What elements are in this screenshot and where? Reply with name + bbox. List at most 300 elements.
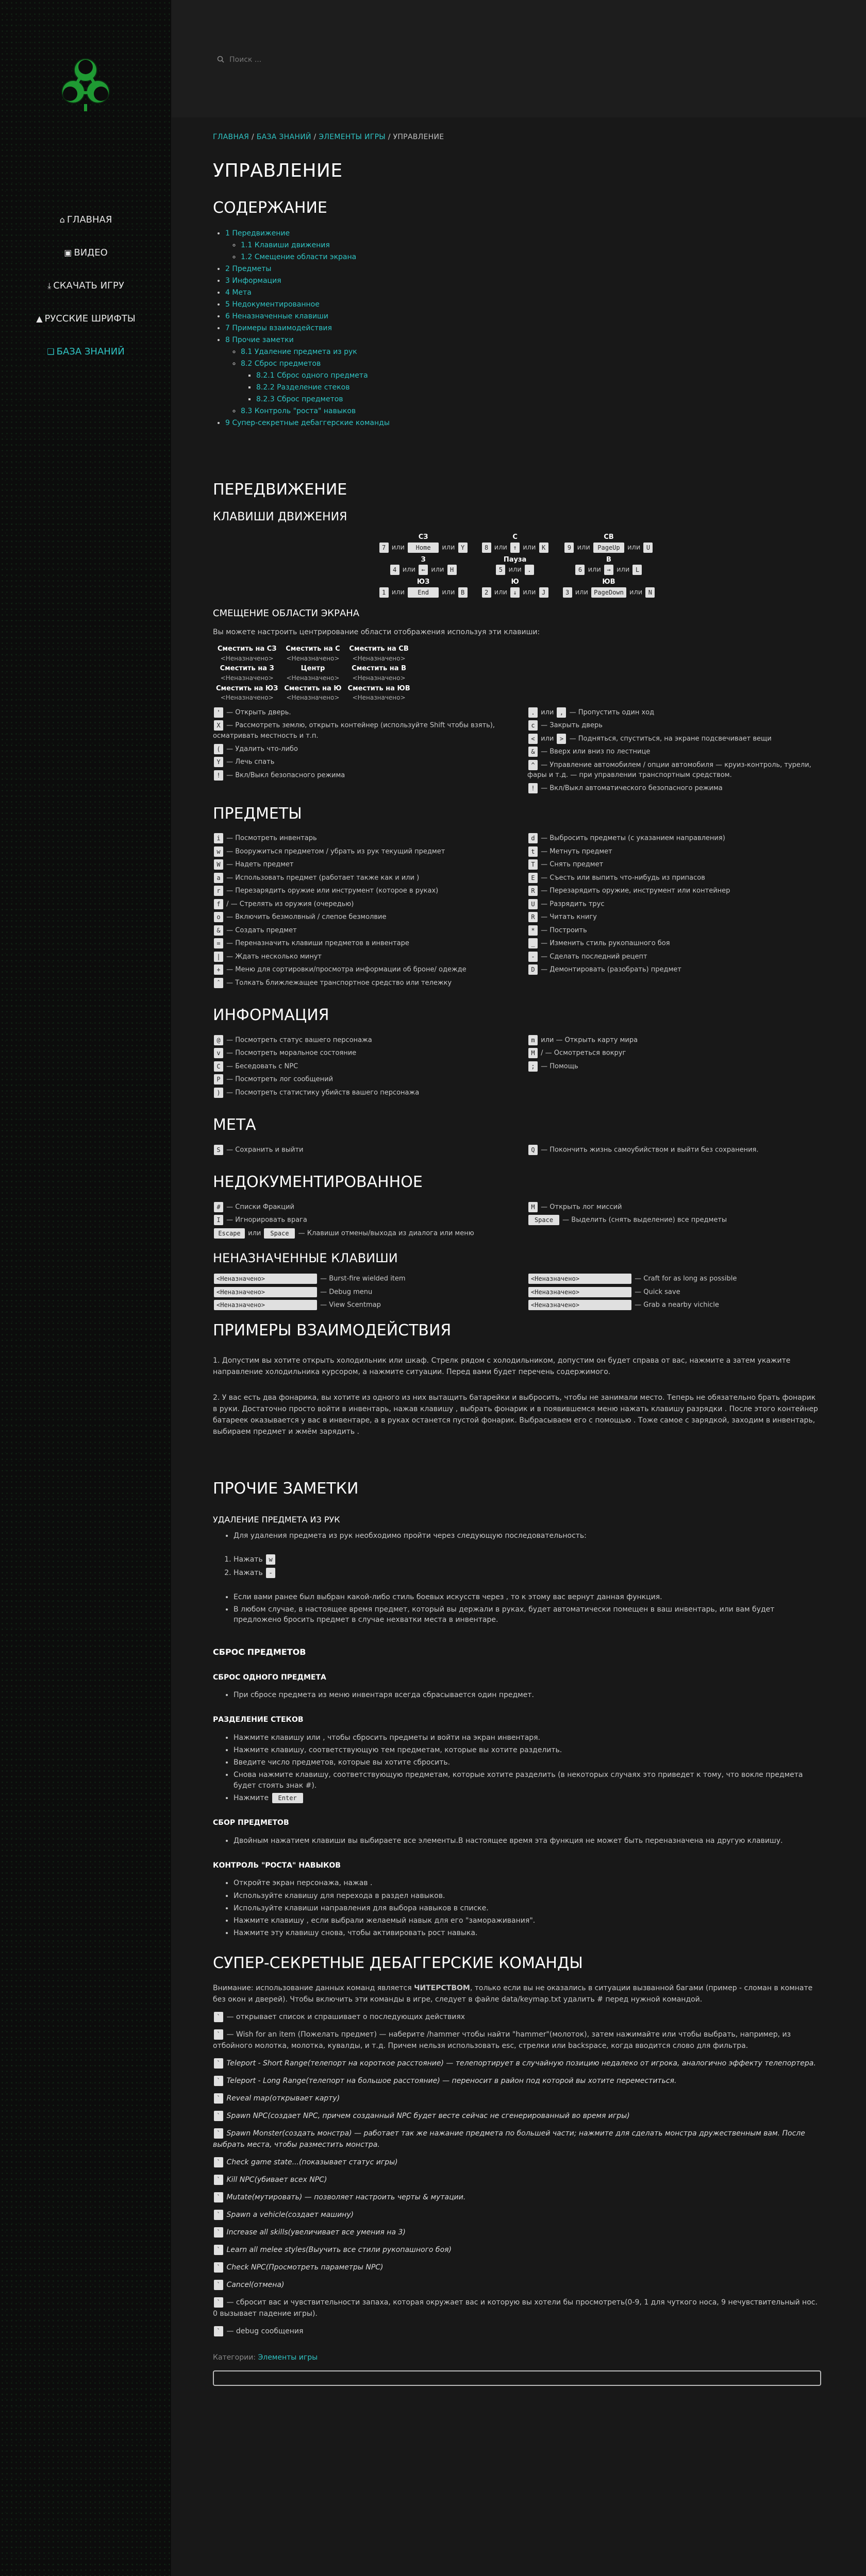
debug-list xyxy=(213,2011,821,2337)
unbound-item: <Неназначено> — Debug menu xyxy=(213,1287,507,1298)
action-item: w — Вооружиться предметом / убрать из рук текущий предмет xyxy=(213,846,507,857)
undoc-item xyxy=(213,1215,507,1226)
key-badge: 8 xyxy=(482,543,491,553)
key-badge: # xyxy=(214,1202,223,1212)
growth-item: • Нажмите эту клавишу снова, чтобы активировать рост навыка. xyxy=(234,1928,821,1938)
undoc-text: — Игнорировать врага xyxy=(226,1216,307,1224)
undoc-text: — Выделить (снять выделение) все предметы xyxy=(562,1216,727,1224)
toc-link[interactable]: 8 Прочие заметки xyxy=(225,335,294,344)
key-badge: Y xyxy=(214,757,223,767)
key-badge: <Неназначено> xyxy=(214,1274,317,1284)
action-item: ' — Открыть дверь. xyxy=(213,707,507,718)
action-item: ^ — Управление автомобилем / опции автомобиля — круиз-контроль, турели, фары и т.д. — при управлении транспортным средством. xyxy=(527,760,821,781)
key-badge: I xyxy=(214,1215,223,1225)
shift-label: Сместить на СЗ xyxy=(217,645,277,653)
nav-video[interactable] xyxy=(0,246,172,260)
action-item: = — Переназначить клавиши предметов в инвентаре xyxy=(213,938,507,949)
nav-home-label: ГЛАВНАЯ xyxy=(66,214,112,225)
key-badge: ` xyxy=(214,2280,223,2290)
section-examples: ПРИМЕРЫ ВЗАИМОДЕЙСТВИЯ xyxy=(213,1321,452,1340)
search-icon xyxy=(217,56,224,63)
key-badge: 7 xyxy=(379,543,389,553)
toc-link[interactable]: 8.2 Сброс предметов xyxy=(241,359,321,368)
split-item: • Снова нажмите клавишу, соответствующую предметам, которые хотите разделить (в некоторых случаях это приведет к тому, что вокле предмета будет стоять знак #). xyxy=(234,1770,821,1791)
key-badge: ` xyxy=(214,2245,223,2255)
search-input[interactable] xyxy=(229,54,539,66)
shift-key: <Неназначено> xyxy=(220,654,274,662)
key-badge: | xyxy=(214,952,223,962)
step-text: Нажать xyxy=(234,1555,263,1564)
categories xyxy=(213,2352,821,2363)
search-bar xyxy=(172,0,866,117)
key-badge: & xyxy=(214,925,223,936)
meta-save-text: — Сохранить и выйти xyxy=(226,1146,304,1154)
debug-command-text: — Wish for an item (Пожелать предмет) — наберите /hammer чтобы найти "hammer"(молоток), затем нажимайте или чтобы выбрать, например, из отбойного молотка, молотка, кувалды, и т.д. Причем нельзя использовать esc, стрелки или backspace, когда вводится слово для фильтра. xyxy=(213,2030,791,2050)
debug-command-text: Check game state...(показывает статус игры) xyxy=(226,2158,398,2167)
direction-label: В xyxy=(606,555,611,564)
debug-command-text: Teleport - Short Range(телепорт на короткое расстояние) — телепортирует в случайную позицию недалеко от игрока, аналогично эффекту телепортера. xyxy=(226,2059,816,2068)
key-badge: ↑ xyxy=(510,543,520,553)
key-badge: , xyxy=(557,707,566,718)
action-item: t — Метнуть предмет xyxy=(527,846,821,857)
category-link[interactable]: Элементы игры xyxy=(258,2353,318,2362)
screen-shift-intro: Вы можете настроить центрирование области отображения используя эти клавиши: xyxy=(213,628,540,637)
undoc-item xyxy=(527,1215,821,1226)
drop-one-list xyxy=(234,1690,821,1700)
undoc-item xyxy=(527,1202,821,1213)
key-badge: . xyxy=(528,707,538,718)
key-badge: Escape xyxy=(214,1228,245,1239)
unbound-item: <Неназначено> — Quick save xyxy=(527,1287,821,1298)
undoc-item: Escape или Space — Клавиши отмены/выхода из диалога или меню xyxy=(213,1228,507,1239)
remove-notes xyxy=(234,1592,821,1625)
download-icon: ⤓ xyxy=(47,281,52,291)
categories-label: Категории: xyxy=(213,2353,256,2362)
movement-cell: Ю 2 или ↓ или J xyxy=(475,577,556,599)
key-badge: @ xyxy=(214,1035,223,1045)
key-badge: * xyxy=(528,925,538,936)
key-badge: ! xyxy=(214,770,223,781)
breadcrumb-sep: / xyxy=(249,133,257,141)
section-undocumented: НЕДОКУМЕНТИРОВАННОЕ xyxy=(213,1173,423,1192)
key-badge: M xyxy=(528,1202,538,1212)
key-badge: ` xyxy=(214,2128,223,2139)
debug-command xyxy=(213,2093,821,2104)
key-badge: → xyxy=(604,565,613,575)
key-badge: a xyxy=(214,873,223,883)
unbound-item: <Неназначено> — Burst-fire wielded item xyxy=(213,1274,507,1284)
key-badge: ← xyxy=(419,565,428,575)
toc-link[interactable]: 1.2 Смещение области экрана xyxy=(241,252,357,261)
key-badge: ↓ xyxy=(510,587,520,598)
remove-note: • В любом случае, в настоящее время предмет, который вы держали в руках, будет автоматически помещен в ваш инвентарь, или вам будет предложено бросить предмет в случае нехватки места в инвентаре. xyxy=(234,1604,821,1625)
shift-cell xyxy=(281,644,344,664)
debug-command-text: Teleport - Long Range(телепорт на большое расстояние) — переносит в район под которой вы хотите переместиться. xyxy=(226,2077,677,2086)
debug-command-text: Spawn a vehicle(создает машину) xyxy=(226,2211,354,2219)
debug-command xyxy=(213,2110,821,2122)
info-actions xyxy=(213,1035,821,1101)
meta-save xyxy=(213,1145,507,1156)
key-badge: 4 xyxy=(390,565,399,575)
key-badge: w xyxy=(214,846,223,857)
debug-command-text: — открывает список и спрашивает о последующих действиях xyxy=(226,2013,465,2022)
key-badge: ` xyxy=(214,2093,223,2104)
debug-command xyxy=(213,2209,821,2221)
action-item: _ — Изменить стиль рукопашного боя xyxy=(527,938,821,949)
toc-link[interactable]: 1 Передвижение xyxy=(225,229,290,238)
key-badge: > xyxy=(557,734,566,744)
action-item: ! — Вкл/Выкл безопасного режима xyxy=(213,770,507,781)
shift-key: <Неназначено> xyxy=(220,694,274,702)
shift-key: <Неназначено> xyxy=(286,654,340,662)
key-badge: w xyxy=(266,1554,275,1565)
toc-link[interactable]: 5 Недокументированное xyxy=(225,300,320,309)
key-badge: U xyxy=(643,543,653,553)
shift-key: <Неназначено> xyxy=(286,674,340,682)
shift-cell xyxy=(345,664,413,683)
shift-key: <Неназначено> xyxy=(220,674,274,682)
split-text: Нажмите xyxy=(234,1794,269,1803)
shift-label: Сместить на В xyxy=(352,665,406,673)
debug-command xyxy=(213,2297,821,2319)
direction-label: С xyxy=(512,533,518,541)
debug-command xyxy=(213,2029,821,2052)
meta-quit xyxy=(527,1145,821,1156)
debug-command-text: Cancel(отмена) xyxy=(226,2281,285,2290)
debug-command xyxy=(213,2262,821,2273)
key-badge: ( xyxy=(214,744,223,754)
key-badge: ` xyxy=(214,2157,223,2167)
section-movement-keys: КЛАВИШИ ДВИЖЕНИЯ xyxy=(213,511,347,524)
toc-link[interactable]: 8.3 Контроль "роста" навыков xyxy=(241,406,356,415)
toc-link[interactable]: 1.1 Клавиши движения xyxy=(241,241,330,249)
toc-link[interactable]: 6 Неназначенные клавиши xyxy=(225,312,328,320)
growth-item: • Используйте клавиши направления для выбора навыков в списке. xyxy=(234,1903,821,1913)
key-badge: <Неназначено> xyxy=(528,1274,631,1284)
action-item: C — Беседовать с NPC xyxy=(213,1061,507,1072)
key-badge: H xyxy=(447,565,457,575)
key-badge: Space xyxy=(264,1228,295,1239)
meta-quit-text: — Покончить жизнь самоубийством и выйти без сохранения. xyxy=(541,1146,759,1154)
key-badge: m xyxy=(528,1035,538,1045)
nav-fonts-label: РУССКИЕ ШРИФТЫ xyxy=(44,313,136,324)
key-badge: N xyxy=(645,587,655,598)
action-item: c — Закрыть дверь xyxy=(527,720,821,731)
growth-list xyxy=(234,1878,821,1938)
action-item: W — Надеть предмет xyxy=(213,859,507,870)
sidebar xyxy=(0,0,172,2576)
section-screen-shift: СМЕЩЕНИЕ ОБЛАСТИ ЭКРАНА xyxy=(213,607,360,619)
font-icon: ▲ xyxy=(36,314,43,324)
key-badge: 5 xyxy=(496,565,505,575)
key-badge: S xyxy=(214,1145,223,1155)
shift-key: <Неназначено> xyxy=(352,694,406,702)
toc-link[interactable]: 8.2.1 Сброс одного предмета xyxy=(256,371,368,380)
action-item: @ — Посмотреть статус вашего персонажа xyxy=(213,1035,507,1046)
section-movement: ПЕРЕДВИЖЕНИЕ xyxy=(213,480,347,499)
nav-fonts[interactable] xyxy=(0,312,172,326)
biohazard-logo-icon[interactable] xyxy=(55,53,116,114)
direction-label: ЮЗ xyxy=(417,578,430,586)
key-badge: U xyxy=(528,899,538,909)
toc-link[interactable]: 8.1 Удаление предмета из рук xyxy=(241,347,357,356)
nav-download[interactable] xyxy=(0,279,172,293)
section-debug: СУПЕР-СЕКРЕТНЫЕ ДЕБАГГЕРСКИЕ КОМАНДЫ xyxy=(213,1954,583,1972)
debug-intro xyxy=(213,1982,821,2005)
movement-cell: В 6 или → или L xyxy=(556,554,662,577)
action-item: R — Перезарядить оружие, инструмент или контейнер xyxy=(527,886,821,896)
section-meta: МЕТА xyxy=(213,1116,256,1134)
drop-all-text: • Двойным нажатием клавиши вы выбираете все элементы.В настоящее время эта функция не может быть переназначена на другую клавишу. xyxy=(234,1836,821,1846)
growth-item: • Откройте экран персонажа, нажав . xyxy=(234,1878,821,1888)
drop-all-list xyxy=(234,1836,821,1846)
key-badge: r xyxy=(214,886,223,896)
action-item: D — Демонтировать (разобрать) предмет xyxy=(527,964,821,975)
key-badge: T xyxy=(528,859,538,870)
action-item: r — Перезарядить оружие или инструмент (которое в руках) xyxy=(213,886,507,896)
remove-intro-list xyxy=(234,1531,821,1541)
action-item: M / — Осмотреться вокруг xyxy=(527,1048,821,1059)
key-badge: c xyxy=(528,720,538,731)
breadcrumb-kb[interactable]: БАЗА ЗНАНИЙ xyxy=(256,133,311,141)
toc-link[interactable]: 8.2.2 Разделение стеков xyxy=(256,383,350,392)
direction-label: З xyxy=(421,555,426,564)
key-badge: <Неназначено> xyxy=(214,1287,317,1297)
nav-knowledge-base[interactable] xyxy=(0,345,172,359)
toc-link[interactable]: 9 Супер-секретные дебаггерские команды xyxy=(225,418,390,427)
action-item: | — Ждать несколько минут xyxy=(213,952,507,962)
action-item: ( — Удалить что-либо xyxy=(213,744,507,755)
comment-box[interactable] xyxy=(213,2370,821,2386)
key-badge: < xyxy=(528,734,538,744)
split-item: • Введите число предметов, которые вы хотите сбросить. xyxy=(234,1757,821,1768)
action-item: U — Разрядить трус xyxy=(527,899,821,910)
key-badge: X xyxy=(214,720,223,731)
debug-command xyxy=(213,2058,821,2069)
undoc-actions xyxy=(213,1202,821,1242)
key-badge: P xyxy=(214,1074,223,1084)
drop-one-heading: СБРОС ОДНОГО ПРЕДМЕТА xyxy=(213,1673,326,1682)
key-badge: o xyxy=(214,912,223,922)
breadcrumb xyxy=(213,132,821,142)
toc-link[interactable]: 4 Мета xyxy=(225,288,252,297)
key-badge: <Неназначено> xyxy=(528,1287,631,1297)
direction-label: Пауза xyxy=(503,555,527,564)
toc-link[interactable]: 3 Информация xyxy=(225,276,281,285)
debug-command-text: Spawn NPC(создает NPC, причем созданный NPC будет весте сейчас не сгенерированный во время игры) xyxy=(226,2112,630,2121)
direction-label: СВ xyxy=(604,533,614,541)
shift-label: Сместить на ЮВ xyxy=(347,684,410,692)
shift-key: <Неназначено> xyxy=(352,674,406,682)
debug-command-text: Spawn Monster(создать монстра) — работает так же нажание предмета по большей части; нажмите для сделать монстра дружественным вам. После выбрать места, чтобы разместить монстра. xyxy=(213,2129,805,2149)
key-badge: ` xyxy=(214,2262,223,2273)
key-badge: - xyxy=(528,952,538,962)
nav-video-label: ВИДЕО xyxy=(74,247,108,258)
example-2: 2. У вас есть два фонарика, вы хотите из одного из них вытащить батарейки и выбросить, чтобы не занимали место. Теперь не обязательно брать фонарик в руки. Достаточно просто войти в инвентарь, нажав клавишу , выбрать фонарик и в появившемся меню нажать клавишу разрядки . После этого контейнер батареек оказывается у вас в инвентаре, а в руках останется пустой фонарик. Выбрасываем его с помощью . Тоже самое с зарядкой, заходим в инвентарь, выбираем предмет и жмём зарядить . xyxy=(213,1394,818,1436)
shift-label: Центр xyxy=(301,665,325,673)
drop-all-heading: СБОР ПРЕДМЕТОВ xyxy=(213,1819,289,1827)
key-badge: = xyxy=(214,938,223,948)
section-notes: ПРОЧИЕ ЗАМЕТКИ xyxy=(213,1480,359,1498)
action-item: a — Использовать предмет (работает также как и или ) xyxy=(213,873,507,884)
items-actions xyxy=(213,833,821,991)
split-item xyxy=(234,1793,821,1803)
debug-command xyxy=(213,2192,821,2203)
direction-label: ЮВ xyxy=(602,578,615,586)
key-badge: Space xyxy=(528,1215,559,1225)
section-unbound: НЕНАЗНАЧЕННЫЕ КЛАВИШИ xyxy=(213,1251,398,1266)
key-badge: ' xyxy=(214,707,223,718)
action-item: E — Съесть или выпить что-нибудь из припасов xyxy=(527,873,821,884)
key-badge: Enter xyxy=(272,1793,303,1803)
nav-home[interactable] xyxy=(0,213,172,227)
breadcrumb-items[interactable]: ЭЛЕМЕНТЫ ИГРЫ xyxy=(319,133,386,141)
key-badge: <Неназначено> xyxy=(214,1300,317,1310)
meta-actions xyxy=(213,1145,821,1158)
key-badge: ! xyxy=(528,783,538,793)
action-item: ) — Посмотреть статистику убийств вашего персонажа xyxy=(213,1088,507,1098)
split-heading: РАЗДЕЛЕНИЕ СТЕКОВ xyxy=(213,1716,304,1724)
action-item: d — Выбросить предметы (с указанием направления) xyxy=(527,833,821,844)
movement-actions xyxy=(213,707,821,796)
nav-download-label: СКАЧАТЬ ИГРУ xyxy=(53,280,124,291)
action-item: f / — Стрелять из оружия (очередью) xyxy=(213,899,507,910)
action-item: R — Читать книгу xyxy=(527,912,821,923)
unbound-item: <Неназначено> — Craft for as long as possible xyxy=(527,1274,821,1284)
growth-item: • Нажмите клавишу , если выбрали желаемый навык для его "замораживания". xyxy=(234,1916,821,1926)
page-title: УПРАВЛЕНИЕ xyxy=(213,160,343,182)
movement-cell: ЮВ 3 или PageDown или N xyxy=(556,577,662,599)
shift-cell xyxy=(213,664,281,683)
debug-command xyxy=(213,2128,821,2150)
shift-label: Сместить на Ю xyxy=(284,684,342,692)
shift-label: Сместить на ЮЗ xyxy=(216,684,278,692)
movement-cell: СЗ 7 или Home или Y xyxy=(372,532,475,554)
action-item: + — Меню для сортировки/просмотра информации об броне/ одежде xyxy=(213,964,507,975)
debug-command-text: — debug сообщения xyxy=(226,2327,304,2336)
section-info: ИНФОРМАЦИЯ xyxy=(213,1006,329,1025)
debug-command-text: Learn all melee styles(Выучить все стили рукопашного боя) xyxy=(226,2246,452,2255)
shift-label: Сместить на С xyxy=(286,645,340,653)
toc-link[interactable]: 2 Предметы xyxy=(225,264,272,273)
debug-command xyxy=(213,2157,821,2168)
remove-note: • Если вами ранее был выбран какой-либо стиль боевых искусств через , то к этому вас вернут данная функция. xyxy=(234,1592,821,1602)
breadcrumb-home[interactable]: ГЛАВНАЯ xyxy=(213,133,249,141)
key-badge: 6 xyxy=(575,565,585,575)
key-badge: ` xyxy=(214,2058,223,2069)
undoc-text: — Клавиши отмены/выхода из диалога или меню xyxy=(298,1229,474,1238)
toc-link[interactable]: 8.2.3 Сброс предметов xyxy=(256,395,343,403)
key-badge: B xyxy=(458,587,468,598)
key-badge: R xyxy=(528,886,538,896)
debug-command xyxy=(213,2075,821,2087)
action-item: Y — Лечь спать xyxy=(213,757,507,768)
breadcrumb-sep: / xyxy=(311,133,319,141)
section-items: ПРЕДМЕТЫ xyxy=(213,804,302,823)
shift-cell xyxy=(213,644,281,664)
debug-command xyxy=(213,2227,821,2238)
split-item: • Нажмите клавишу, соответствующую тем предметам, которые вы хотите разделить. xyxy=(234,1745,821,1755)
action-item: P — Посмотреть лог сообщений xyxy=(213,1074,507,1085)
growth-heading: КОНТРОЛЬ "РОСТА" НАВЫКОВ xyxy=(213,1861,341,1870)
split-list xyxy=(234,1733,821,1804)
key-badge: 1 xyxy=(379,587,389,598)
debug-command-text: Check NPC(Просмотреть параметры NPC) xyxy=(226,2263,384,2272)
screen-shift-grid xyxy=(213,644,440,703)
undoc-text: — Списки Фракций xyxy=(226,1203,294,1211)
key-badge: 2 xyxy=(482,587,491,598)
action-item: & — Создать предмет xyxy=(213,925,507,936)
key-badge: W xyxy=(214,859,223,870)
key-badge: ` xyxy=(214,2076,223,2086)
unbound-keys xyxy=(213,1274,821,1313)
drop-heading: СБРОС ПРЕДМЕТОВ xyxy=(213,1647,306,1657)
key-badge: E xyxy=(528,873,538,883)
direction-label: СЗ xyxy=(418,533,428,541)
shift-cell xyxy=(345,644,413,664)
debug-intro-bold: ЧИТЕРСТВОМ xyxy=(414,1984,470,1993)
key-badge: + xyxy=(214,964,223,975)
key-badge: Home xyxy=(408,543,439,553)
key-badge: R xyxy=(528,912,538,922)
key-badge: _ xyxy=(528,938,538,948)
key-badge: L xyxy=(632,565,642,575)
key-badge: ` xyxy=(214,2012,223,2022)
shift-label: Сместить на З xyxy=(220,665,274,673)
key-badge: ` xyxy=(214,2297,223,2308)
shift-key: <Неназначено> xyxy=(352,654,406,662)
action-item: i — Посмотреть инвентарь xyxy=(213,833,507,844)
breadcrumb-current: УПРАВЛЕНИЕ xyxy=(393,133,444,141)
main-content xyxy=(172,117,866,2576)
action-item: ! — Вкл/Выкл автоматического безопасного режима xyxy=(527,783,821,794)
toc-link[interactable]: 7 Примеры взаимодействия xyxy=(225,324,332,332)
video-icon: ▣ xyxy=(64,248,72,258)
key-badge: v xyxy=(214,1048,223,1058)
action-item: v — Посмотреть моральное состояние xyxy=(213,1048,507,1059)
key-badge: ` xyxy=(214,2227,223,2238)
drop-one-text: • При сбросе предмета из меню инвентаря всегда сбрасывается один предмет. xyxy=(234,1690,821,1700)
key-badge: t xyxy=(528,846,538,857)
debug-intro-b: , только если вы не оказались в ситуации вызванной багами (пример - сломан в комнате без окон и дверей). Чтобы включить эти команды в игре, следует в файле data/keymap.txt удалить # перед нужной командой. xyxy=(213,1984,813,2004)
debug-command-text: Increase all skills(увеличивает все умения на 3) xyxy=(226,2228,406,2237)
debug-command-text: Reveal map(открывает карту) xyxy=(226,2094,340,2103)
step-text: Нажать xyxy=(234,1569,263,1578)
home-icon: ⌂ xyxy=(59,215,65,225)
action-item: o — Включить безмолвный / слепое безмолвие xyxy=(213,912,507,923)
unbound-item: <Неназначено> — View Scentmap xyxy=(213,1300,507,1311)
key-badge: ^ xyxy=(528,760,538,770)
breadcrumb-sep: / xyxy=(385,133,393,141)
key-badge: ˆ xyxy=(214,978,223,988)
debug-command-text: — сбросит вас и чувствительности запаха, которая окружает вас и которую вы хотели бы просмотреть(0-9, 1 для чуткого носа, 9 нечувствительный нос. 0 вызывает падение игры). xyxy=(213,2298,818,2318)
toc-title: СОДЕРЖАНИЕ xyxy=(213,199,327,217)
key-badge: - xyxy=(266,1568,275,1578)
key-badge: f xyxy=(214,899,223,909)
shift-key: <Неназначено> xyxy=(286,694,340,702)
key-badge: ` xyxy=(214,2029,223,2040)
step xyxy=(234,1554,821,1565)
key-badge: PageUp xyxy=(593,543,624,553)
key-badge: ) xyxy=(214,1088,223,1098)
debug-intro-a: Внимание: использование данных команд является xyxy=(213,1984,414,1993)
action-item: T — Снять предмет xyxy=(527,859,821,870)
key-badge: ` xyxy=(214,2192,223,2202)
unbound-item: <Неназначено> — Grab a nearby vichicle xyxy=(527,1300,821,1311)
remove-item-heading: УДАЛЕНИЕ ПРЕДМЕТА ИЗ РУК xyxy=(213,1514,340,1524)
key-badge: PageDown xyxy=(591,587,626,598)
key-badge: 3 xyxy=(563,587,572,598)
